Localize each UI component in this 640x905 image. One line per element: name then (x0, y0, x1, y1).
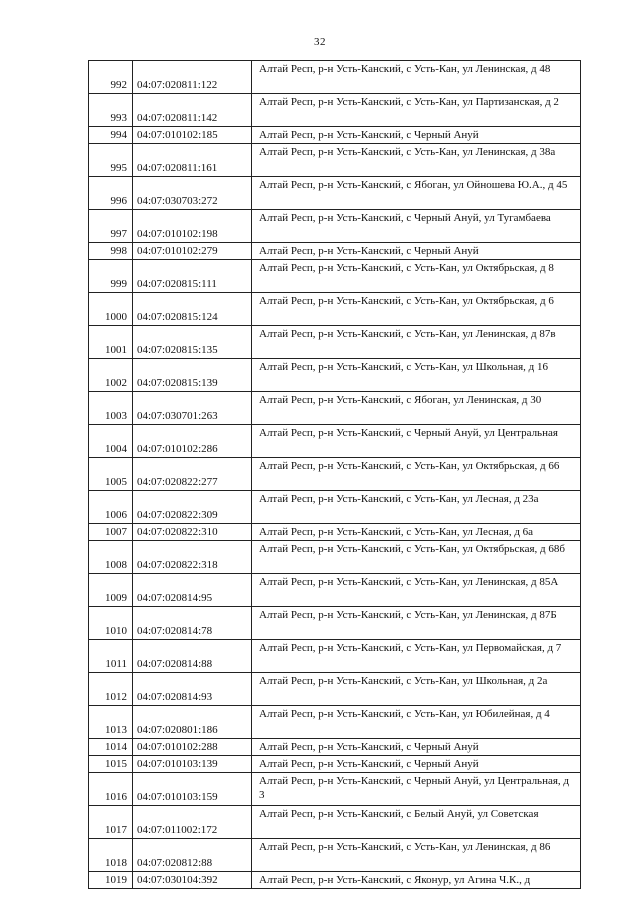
table-row (89, 359, 581, 392)
table-row (89, 541, 581, 574)
cadastral-number-cell: 04:07:020815:139 (133, 359, 252, 392)
cadastral-number-cell: 04:07:020822:309 (133, 491, 252, 524)
row-number-cell: 1005 (89, 458, 133, 491)
table-row (89, 839, 581, 872)
row-number-cell: 1018 (89, 839, 133, 872)
row-number-cell: 1001 (89, 326, 133, 359)
table-row (89, 293, 581, 326)
cadastral-number-cell: 04:07:020822:277 (133, 458, 252, 491)
table-row (89, 127, 581, 144)
table-row (89, 94, 581, 127)
cadastral-number-cell: 04:07:020814:95 (133, 574, 252, 607)
cadastral-number-cell: 04:07:030703:272 (133, 177, 252, 210)
row-number-cell: 1008 (89, 541, 133, 574)
address-cell: Алтай Респ, р-н Усть-Канский, с Черный Ануй (252, 243, 581, 260)
row-number-cell: 1007 (89, 524, 133, 541)
cadastral-number-cell: 04:07:010102:185 (133, 127, 252, 144)
cadastral-number-cell: 04:07:030701:263 (133, 392, 252, 425)
row-number-cell: 994 (89, 127, 133, 144)
table-row (89, 392, 581, 425)
address-cell: Алтай Респ, р-н Усть-Канский, с Усть-Кан, ул Лесная, д 23а (252, 491, 581, 524)
row-number-cell: 1009 (89, 574, 133, 607)
row-number-cell: 1010 (89, 607, 133, 640)
table-row (89, 326, 581, 359)
table-row (89, 739, 581, 756)
table-row (89, 872, 581, 889)
cadastral-number-cell: 04:07:010103:139 (133, 756, 252, 773)
cadastral-number-cell: 04:07:020814:88 (133, 640, 252, 673)
address-cell: Алтай Респ, р-н Усть-Канский, с Усть-Кан, ул Ленинская, д 87в (252, 326, 581, 359)
address-cell: Алтай Респ, р-н Усть-Канский, с Усть-Кан, ул Юбилейная, д 4 (252, 706, 581, 739)
address-cell: Алтай Респ, р-н Усть-Канский, с Усть-Кан, ул Октябрьская, д 66 (252, 458, 581, 491)
address-cell: Алтай Респ, р-н Усть-Канский, с Черный Ануй, ул Центральная (252, 425, 581, 458)
row-number-cell: 999 (89, 260, 133, 293)
row-number-cell: 1015 (89, 756, 133, 773)
row-number-cell: 1004 (89, 425, 133, 458)
address-cell: Алтай Респ, р-н Усть-Канский, с Усть-Кан, ул Ленинская, д 48 (252, 61, 581, 94)
page-number: 32 (314, 36, 326, 48)
address-cell: Алтай Респ, р-н Усть-Канский, с Белый Ануй, ул Советская (252, 806, 581, 839)
cadastral-number-cell: 04:07:020822:310 (133, 524, 252, 541)
address-cell: Алтай Респ, р-н Усть-Канский, с Усть-Кан, ул Первомайская, д 7 (252, 640, 581, 673)
table-row (89, 491, 581, 524)
records-body (89, 61, 581, 889)
address-cell: Алтай Респ, р-н Усть-Канский, с Усть-Кан, ул Лесная, д 6а (252, 524, 581, 541)
records-table (88, 60, 581, 889)
cadastral-number-cell: 04:07:020822:318 (133, 541, 252, 574)
table-row (89, 607, 581, 640)
table-row (89, 706, 581, 739)
address-cell: Алтай Респ, р-н Усть-Канский, с Черный Ануй, ул Тугамбаева (252, 210, 581, 243)
cadastral-number-cell: 04:07:030104:392 (133, 872, 252, 889)
address-cell: Алтай Респ, р-н Усть-Канский, с Черный Ануй (252, 127, 581, 144)
address-cell: Алтай Респ, р-н Усть-Канский, с Усть-Кан, ул Ленинская, д 85А (252, 574, 581, 607)
row-number-cell: 992 (89, 61, 133, 94)
cadastral-number-cell: 04:07:020815:135 (133, 326, 252, 359)
address-cell: Алтай Респ, р-н Усть-Канский, с Усть-Кан, ул Октябрьская, д 6 (252, 293, 581, 326)
table-row (89, 756, 581, 773)
table-row (89, 640, 581, 673)
row-number-cell: 1002 (89, 359, 133, 392)
cadastral-number-cell: 04:07:020815:111 (133, 260, 252, 293)
table-row (89, 61, 581, 94)
row-number-cell: 996 (89, 177, 133, 210)
row-number-cell: 1019 (89, 872, 133, 889)
cadastral-number-cell: 04:07:010102:198 (133, 210, 252, 243)
address-cell: Алтай Респ, р-н Усть-Канский, с Черный Ануй (252, 739, 581, 756)
table-row (89, 773, 581, 806)
row-number-cell: 1003 (89, 392, 133, 425)
table-row (89, 425, 581, 458)
cadastral-number-cell: 04:07:020814:93 (133, 673, 252, 706)
cadastral-number-cell: 04:07:020801:186 (133, 706, 252, 739)
cadastral-number-cell: 04:07:020811:122 (133, 61, 252, 94)
table-row (89, 574, 581, 607)
table-row (89, 210, 581, 243)
cadastral-number-cell: 04:07:020811:161 (133, 144, 252, 177)
row-number-cell: 995 (89, 144, 133, 177)
row-number-cell: 1016 (89, 773, 133, 806)
address-cell: Алтай Респ, р-н Усть-Канский, с Усть-Кан, ул Ленинская, д 86 (252, 839, 581, 872)
table-row (89, 806, 581, 839)
address-cell: Алтай Респ, р-н Усть-Канский, с Усть-Кан, ул Партизанская, д 2 (252, 94, 581, 127)
address-cell: Алтай Респ, р-н Усть-Канский, с Ябоган, ул Ойношева Ю.А., д 45 (252, 177, 581, 210)
row-number-cell: 993 (89, 94, 133, 127)
cadastral-number-cell: 04:07:010102:279 (133, 243, 252, 260)
cadastral-number-cell: 04:07:020811:142 (133, 94, 252, 127)
row-number-cell: 997 (89, 210, 133, 243)
table-row (89, 458, 581, 491)
row-number-cell: 1012 (89, 673, 133, 706)
row-number-cell: 1006 (89, 491, 133, 524)
table-row (89, 673, 581, 706)
address-cell: Алтай Респ, р-н Усть-Канский, с Черный Ануй (252, 756, 581, 773)
row-number-cell: 1017 (89, 806, 133, 839)
address-cell: Алтай Респ, р-н Усть-Канский, с Усть-Кан, ул Ленинская, д 87Б (252, 607, 581, 640)
address-cell: Алтай Респ, р-н Усть-Канский, с Усть-Кан, ул Октябрьская, д 68б (252, 541, 581, 574)
address-cell: Алтай Респ, р-н Усть-Канский, с Усть-Кан, ул Школьная, д 2а (252, 673, 581, 706)
row-number-cell: 1014 (89, 739, 133, 756)
cadastral-number-cell: 04:07:020814:78 (133, 607, 252, 640)
table-row (89, 260, 581, 293)
address-cell: Алтай Респ, р-н Усть-Канский, с Яконур, ул Агина Ч.К., д (252, 872, 581, 889)
table-row (89, 144, 581, 177)
cadastral-number-cell: 04:07:011002:172 (133, 806, 252, 839)
cadastral-number-cell: 04:07:010102:286 (133, 425, 252, 458)
address-cell: Алтай Респ, р-н Усть-Канский, с Черный Ануй, ул Центральная, д 3 (252, 773, 581, 806)
cadastral-number-cell: 04:07:020815:124 (133, 293, 252, 326)
address-cell: Алтай Респ, р-н Усть-Канский, с Ябоган, ул Ленинская, д 30 (252, 392, 581, 425)
table-row (89, 177, 581, 210)
address-cell: Алтай Респ, р-н Усть-Канский, с Усть-Кан, ул Школьная, д 16 (252, 359, 581, 392)
cadastral-number-cell: 04:07:010103:159 (133, 773, 252, 806)
address-cell: Алтай Респ, р-н Усть-Канский, с Усть-Кан, ул Октябрьская, д 8 (252, 260, 581, 293)
table-row (89, 524, 581, 541)
cadastral-number-cell: 04:07:020812:88 (133, 839, 252, 872)
cadastral-number-cell: 04:07:010102:288 (133, 739, 252, 756)
row-number-cell: 1011 (89, 640, 133, 673)
table-row (89, 243, 581, 260)
row-number-cell: 1013 (89, 706, 133, 739)
address-cell: Алтай Респ, р-н Усть-Канский, с Усть-Кан, ул Ленинская, д 38а (252, 144, 581, 177)
row-number-cell: 1000 (89, 293, 133, 326)
row-number-cell: 998 (89, 243, 133, 260)
